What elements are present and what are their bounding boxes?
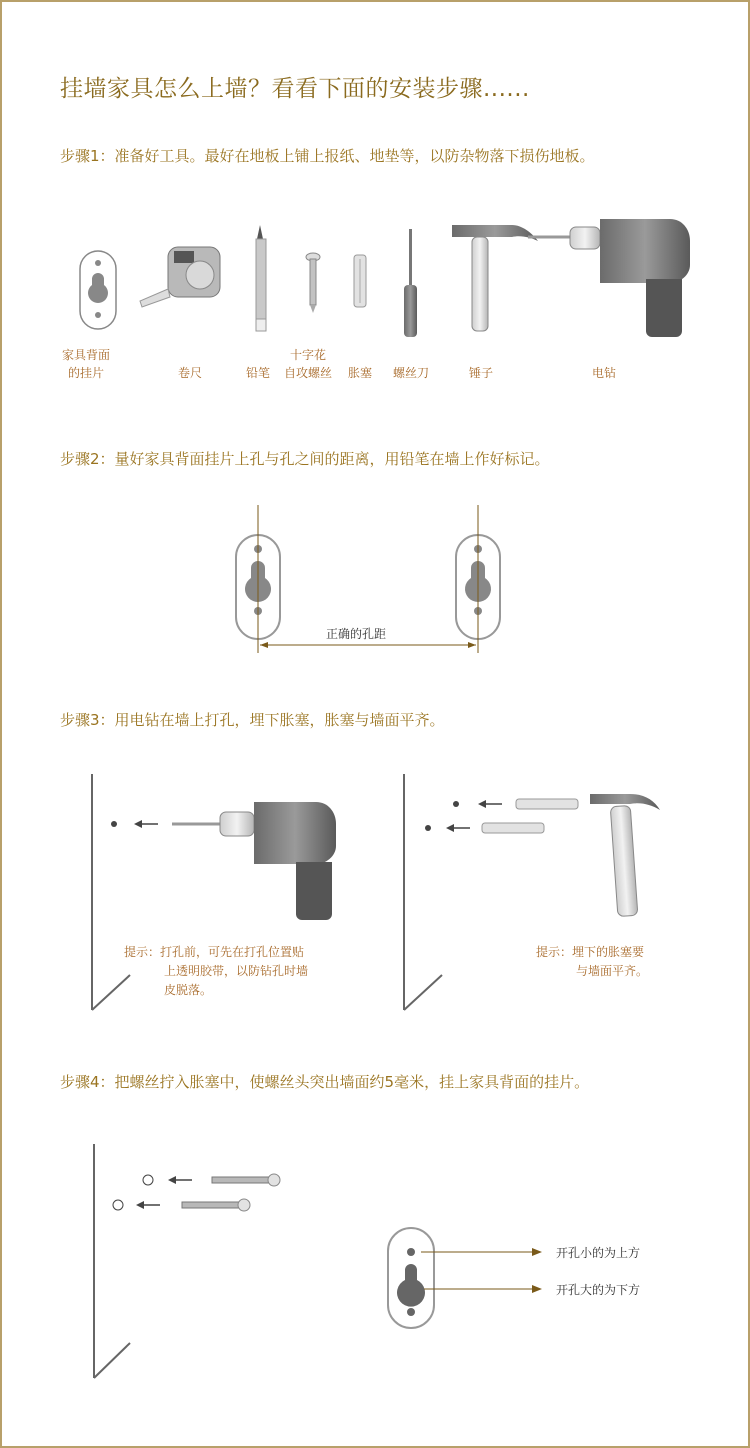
tools-illustration <box>60 215 720 345</box>
large-hole-label: 开孔大的为下方 <box>556 1283 641 1297</box>
hanger-plate-icon <box>388 1228 434 1328</box>
tool-label-pencil: 铅笔 <box>246 366 271 380</box>
hammer-icon <box>452 225 538 331</box>
anchor-tip: 提示：埋下的胀塞要 与墙面平齐。 <box>536 945 649 978</box>
screw-and-hanger-diagram <box>88 1140 668 1385</box>
tape-measure-icon <box>140 247 220 307</box>
hammer-icon <box>590 794 660 917</box>
pencil-icon <box>256 225 266 331</box>
hanger-plate-icon <box>80 251 116 329</box>
step-1-heading: 步骤1：准备好工具。最好在地板上铺上报纸、地垫等，以防杂物落下损伤地板。 <box>60 147 595 165</box>
wall-anchor-icon <box>516 799 578 809</box>
tool-label-screw: 十字花 自攻螺丝 <box>284 348 333 380</box>
tool-label-hanger: 家具背面 的挂片 <box>62 348 111 380</box>
screw-icon <box>212 1174 280 1186</box>
power-drill-icon <box>172 802 336 920</box>
tool-label-drill: 电钻 <box>592 366 617 380</box>
screw-icon <box>306 253 320 313</box>
screw-icon <box>182 1199 250 1211</box>
drilling-tip: 提示：打孔前，可先在打孔位置贴 上透明胶带，以防钻孔时墙 皮脱落。 <box>124 945 309 997</box>
step-2-heading: 步骤2：量好家具背面挂片上孔与孔之间的距离，用铅笔在墙上作好标记。 <box>60 450 550 468</box>
tool-label-anchor: 胀塞 <box>348 366 373 380</box>
tool-label-tape: 卷尺 <box>178 366 203 380</box>
power-drill-icon <box>528 219 690 337</box>
step-3-heading: 步骤3：用电钻在墙上打孔，埋下胀塞，胀塞与墙面平齐。 <box>60 711 445 729</box>
screwdriver-icon <box>404 229 417 337</box>
step-4-heading: 步骤4：把螺丝拧入胀塞中，使螺丝头突出墙面约5毫米，挂上家具背面的挂片。 <box>60 1073 590 1091</box>
tool-label-screwdriver: 螺丝刀 <box>393 366 430 380</box>
wall-anchor-icon <box>354 255 366 307</box>
page-title: 挂墙家具怎么上墙？看看下面的安装步骤...... <box>60 76 530 102</box>
hole-distance-label: 正确的孔距 <box>326 627 387 641</box>
tool-label-hammer: 锤子 <box>469 366 494 380</box>
wall-anchor-icon <box>482 823 544 833</box>
small-hole-label: 开孔小的为上方 <box>556 1246 641 1260</box>
